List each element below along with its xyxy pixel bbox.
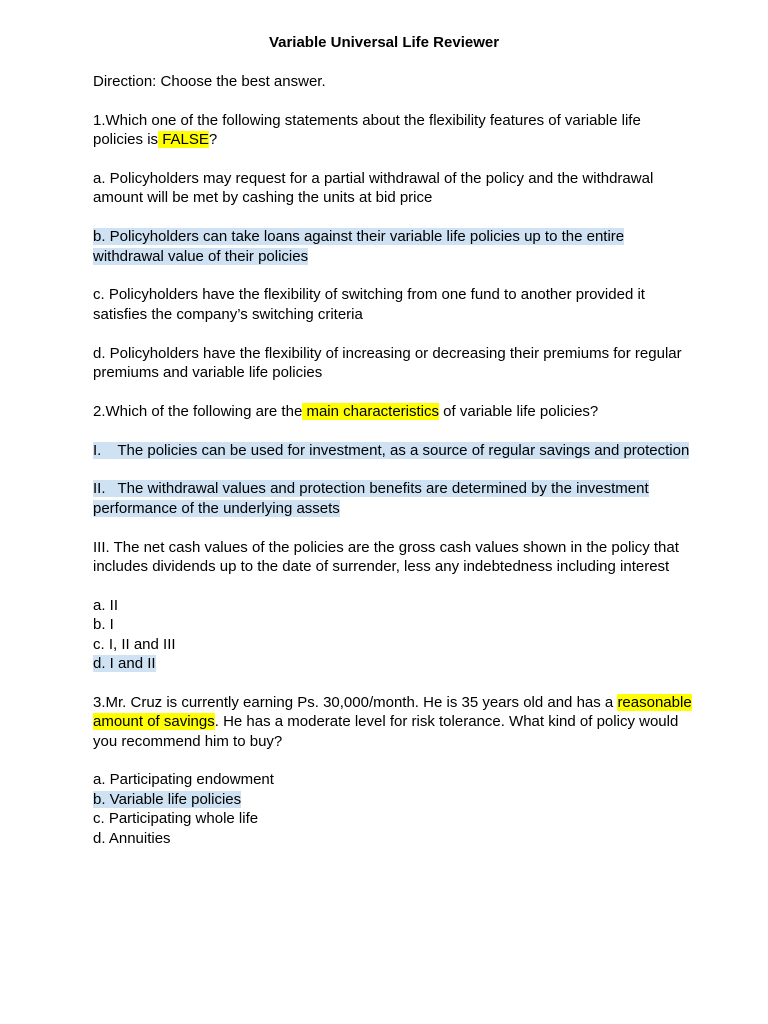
q2-statement-1-num: I. xyxy=(93,441,102,459)
q1-option-b-text: b. Policyholders can take loans against their variable life policies up to the entire withdrawal value of their policies xyxy=(93,228,625,265)
q1-option-b xyxy=(93,227,693,266)
q2-statement-1-highlight xyxy=(93,442,689,459)
direction-text: Direction: Choose the best answer. xyxy=(93,73,326,90)
question-1 xyxy=(93,111,693,150)
q2-statement-2-highlight xyxy=(93,480,649,516)
document-title: Variable Universal Life Reviewer xyxy=(268,34,500,51)
question-2-prefix: 2.Which of the following are the xyxy=(93,402,303,420)
question-3-prefix: 3.Mr. Cruz is currently earning Ps. 30,000/month. He is 35 years old and has a xyxy=(93,693,614,711)
question-3 xyxy=(93,693,693,751)
question-2 xyxy=(93,402,693,421)
q2-option-b: b. I xyxy=(93,616,114,634)
question-1-prefix: 1.Which one of the following statements about the flexibility features of variable life policies is xyxy=(93,111,641,149)
question-2-suffix: of variable life policies? xyxy=(439,402,599,420)
q2-statement-1 xyxy=(93,441,693,460)
q3-option-b-text: b. Variable life policies xyxy=(93,790,242,808)
q2-statement-2-text: The withdrawal values and protection benefits are determined by the investment performance of the underlying assets xyxy=(93,480,649,517)
q2-option-a: a. II xyxy=(93,596,119,614)
question-3-suffix: . He has a moderate level for risk tolerance. What kind of policy would you recommend him to buy? xyxy=(93,713,679,750)
q3-option-a: a. Participating endowment xyxy=(93,771,274,789)
q2-option-c: c. I, II and III xyxy=(93,635,176,653)
question-1-highlight: FALSE xyxy=(158,131,209,149)
q1-option-a: a. Policyholders may request for a partial withdrawal of the policy and the withdrawal amount will be met by cashing the units at bid price xyxy=(93,170,654,207)
document-body xyxy=(93,72,693,848)
question-3-highlight: reasonable amount of savings xyxy=(93,693,692,731)
question-2-highlight: main characteristics xyxy=(302,402,440,420)
q1-option-d: d. Policyholders have the flexibility of increasing or decreasing their premiums for regular premiums and variable life policies xyxy=(93,344,682,382)
q2-choices xyxy=(93,596,693,674)
q3-option-d: d. Annuities xyxy=(93,829,171,847)
question-1-suffix: ? xyxy=(208,131,218,149)
q2-option-d xyxy=(93,654,693,673)
q2-statement-2 xyxy=(93,479,693,518)
q2-statement-1-text: The policies can be used for investment, as a source of regular savings and protection xyxy=(117,441,690,459)
q2-statement-2-num: II. xyxy=(93,480,106,498)
q3-option-b xyxy=(93,790,693,809)
q2-option-d-text: d. I and II xyxy=(93,655,156,673)
q3-choices xyxy=(93,770,693,848)
q1-option-c: c. Policyholders have the flexibility of switching from one fund to another provided it satisfies the company’s switching criteria xyxy=(93,286,645,323)
q3-option-c: c. Participating whole life xyxy=(93,810,259,828)
q2-statement-3: III. The net cash values of the policies are the gross cash values shown in the policy that includes dividends up to the date of surrender, less any indebtedness including interest xyxy=(93,538,679,576)
